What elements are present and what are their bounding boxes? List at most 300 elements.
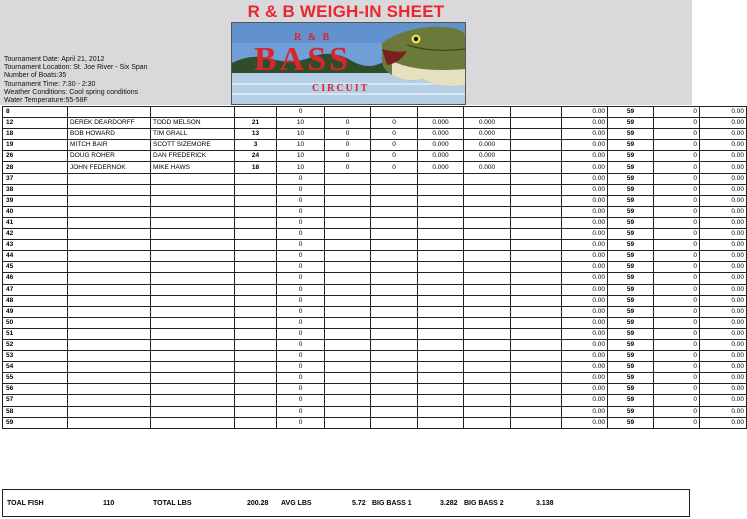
fish-count: 10 — [277, 118, 325, 129]
big-bass-1-label: BIG BASS 1 — [372, 500, 412, 507]
cell-col10 — [511, 184, 562, 195]
entry-number — [235, 173, 277, 184]
cell-col13: 0 — [654, 184, 700, 195]
table-row — [3, 328, 747, 339]
cell-col11: 0.00 — [562, 362, 608, 373]
cell-col8 — [418, 195, 464, 206]
cell-col14: 0.00 — [700, 273, 747, 284]
cell-col9: 0.000 — [464, 151, 511, 162]
cell-col6 — [325, 229, 371, 240]
angler-1 — [68, 384, 151, 395]
cell-col6 — [325, 317, 371, 328]
cell-col8 — [418, 173, 464, 184]
cell-col10 — [511, 317, 562, 328]
fish-count: 0 — [277, 362, 325, 373]
cell-col11: 0.00 — [562, 384, 608, 395]
entry-number: 24 — [235, 151, 277, 162]
fish-count: 0 — [277, 229, 325, 240]
cell-col13: 0 — [654, 317, 700, 328]
entry-number: 18 — [235, 162, 277, 173]
cell-col10 — [511, 373, 562, 384]
entry-number — [235, 328, 277, 339]
cell-col8: 0.000 — [418, 140, 464, 151]
big-bass-2-value: 3.138 — [536, 500, 554, 507]
boat-number: 54 — [3, 362, 68, 373]
cell-col9 — [464, 173, 511, 184]
cell-col7 — [371, 107, 418, 118]
cell-col9 — [464, 107, 511, 118]
cell-col14: 0.00 — [700, 339, 747, 350]
points: 59 — [608, 173, 654, 184]
cell-col10 — [511, 140, 562, 151]
cell-col8 — [418, 351, 464, 362]
table-row — [3, 229, 747, 240]
boat-number: 47 — [3, 284, 68, 295]
angler-1 — [68, 184, 151, 195]
cell-col14: 0.00 — [700, 118, 747, 129]
cell-col8 — [418, 328, 464, 339]
cell-col10 — [511, 195, 562, 206]
tournament-date: Tournament Date: April 21, 2012 — [4, 56, 105, 63]
fish-count: 10 — [277, 140, 325, 151]
cell-col9 — [464, 251, 511, 262]
entry-number — [235, 351, 277, 362]
fish-count: 0 — [277, 206, 325, 217]
angler-2 — [151, 295, 235, 306]
cell-col7: 0 — [371, 162, 418, 173]
angler-1: DEREK DEARDORFF — [68, 118, 151, 129]
fish-count: 0 — [277, 251, 325, 262]
weigh-in-rows — [3, 107, 747, 429]
cell-col7 — [371, 339, 418, 350]
cell-col7: 0 — [371, 129, 418, 140]
cell-col7 — [371, 395, 418, 406]
cell-col13: 0 — [654, 295, 700, 306]
points: 59 — [608, 373, 654, 384]
boat-number: 49 — [3, 306, 68, 317]
cell-col10 — [511, 217, 562, 228]
points: 59 — [608, 395, 654, 406]
angler-1 — [68, 107, 151, 118]
table-row — [3, 262, 747, 273]
angler-1 — [68, 373, 151, 384]
points: 59 — [608, 240, 654, 251]
cell-col9 — [464, 395, 511, 406]
cell-col14: 0.00 — [700, 184, 747, 195]
cell-col7 — [371, 417, 418, 428]
angler-2: MIKE HAWS — [151, 162, 235, 173]
cell-col14: 0.00 — [700, 384, 747, 395]
table-row — [3, 362, 747, 373]
angler-2 — [151, 173, 235, 184]
entry-number — [235, 384, 277, 395]
cell-col6 — [325, 306, 371, 317]
cell-col13: 0 — [654, 328, 700, 339]
entry-number — [235, 406, 277, 417]
table-row — [3, 107, 747, 118]
points: 59 — [608, 129, 654, 140]
cell-col6: 0 — [325, 162, 371, 173]
cell-col11: 0.00 — [562, 240, 608, 251]
cell-col10 — [511, 107, 562, 118]
cell-col7 — [371, 328, 418, 339]
cell-col8 — [418, 417, 464, 428]
entry-number — [235, 229, 277, 240]
fish-count: 0 — [277, 284, 325, 295]
cell-col14: 0.00 — [700, 229, 747, 240]
cell-col11: 0.00 — [562, 140, 608, 151]
entry-number — [235, 295, 277, 306]
table-row — [3, 140, 747, 151]
table-row — [3, 273, 747, 284]
entry-number — [235, 417, 277, 428]
angler-1: MITCH BAIR — [68, 140, 151, 151]
cell-col11: 0.00 — [562, 339, 608, 350]
total-lbs-label: TOTAL LBS — [153, 500, 192, 507]
cell-col13: 0 — [654, 362, 700, 373]
entry-number — [235, 317, 277, 328]
boat-number: 28 — [3, 162, 68, 173]
angler-2 — [151, 184, 235, 195]
cell-col14: 0.00 — [700, 217, 747, 228]
boat-number: 40 — [3, 206, 68, 217]
cell-col9: 0.000 — [464, 118, 511, 129]
cell-col13: 0 — [654, 251, 700, 262]
entry-number: 21 — [235, 118, 277, 129]
cell-col10 — [511, 206, 562, 217]
entry-number — [235, 273, 277, 284]
cell-col10 — [511, 351, 562, 362]
angler-2: TODD MELSON — [151, 118, 235, 129]
fish-count: 0 — [277, 107, 325, 118]
table-row — [3, 417, 747, 428]
cell-col14: 0.00 — [700, 317, 747, 328]
cell-col11: 0.00 — [562, 107, 608, 118]
boat-number: 58 — [3, 406, 68, 417]
angler-2: SCOTT SIZEMORE — [151, 140, 235, 151]
angler-2 — [151, 195, 235, 206]
points: 59 — [608, 162, 654, 173]
table-row — [3, 184, 747, 195]
angler-2 — [151, 373, 235, 384]
cell-col8 — [418, 284, 464, 295]
boat-number: 50 — [3, 317, 68, 328]
cell-col7 — [371, 273, 418, 284]
cell-col13: 0 — [654, 395, 700, 406]
angler-2 — [151, 417, 235, 428]
cell-col9 — [464, 351, 511, 362]
cell-col8 — [418, 206, 464, 217]
cell-col10 — [511, 229, 562, 240]
table-row — [3, 251, 747, 262]
cell-col6 — [325, 351, 371, 362]
angler-1 — [68, 306, 151, 317]
cell-col9 — [464, 229, 511, 240]
boat-number: 56 — [3, 384, 68, 395]
cell-col9 — [464, 328, 511, 339]
cell-col10 — [511, 328, 562, 339]
boat-number: 51 — [3, 328, 68, 339]
cell-col13: 0 — [654, 206, 700, 217]
boat-number: 12 — [3, 118, 68, 129]
entry-number — [235, 251, 277, 262]
cell-col7 — [371, 173, 418, 184]
entry-number — [235, 306, 277, 317]
logo-top-text: R & B — [294, 32, 332, 43]
angler-2 — [151, 351, 235, 362]
cell-col10 — [511, 384, 562, 395]
cell-col10 — [511, 251, 562, 262]
cell-col9 — [464, 362, 511, 373]
cell-col14: 0.00 — [700, 295, 747, 306]
boat-number: 26 — [3, 151, 68, 162]
table-row — [3, 284, 747, 295]
big-bass-1-value: 3.282 — [440, 500, 458, 507]
cell-col13: 0 — [654, 195, 700, 206]
angler-2 — [151, 206, 235, 217]
cell-col8 — [418, 217, 464, 228]
total-fish-label: TOAL FISH — [7, 500, 44, 507]
entry-number — [235, 195, 277, 206]
cell-col14: 0.00 — [700, 373, 747, 384]
cell-col6: 0 — [325, 151, 371, 162]
cell-col14: 0.00 — [700, 162, 747, 173]
fish-count: 10 — [277, 162, 325, 173]
points: 59 — [608, 351, 654, 362]
cell-col13: 0 — [654, 162, 700, 173]
cell-col13: 0 — [654, 151, 700, 162]
cell-col8 — [418, 373, 464, 384]
angler-2 — [151, 306, 235, 317]
fish-count: 0 — [277, 184, 325, 195]
cell-col14: 0.00 — [700, 351, 747, 362]
cell-col7 — [371, 195, 418, 206]
entry-number — [235, 262, 277, 273]
points: 59 — [608, 306, 654, 317]
cell-col11: 0.00 — [562, 317, 608, 328]
boat-number: 42 — [3, 229, 68, 240]
angler-1 — [68, 362, 151, 373]
cell-col11: 0.00 — [562, 284, 608, 295]
cell-col13: 0 — [654, 140, 700, 151]
angler-2: DAN FREDERICK — [151, 151, 235, 162]
cell-col8 — [418, 295, 464, 306]
cell-col11: 0.00 — [562, 295, 608, 306]
cell-col11: 0.00 — [562, 118, 608, 129]
boat-number: 45 — [3, 262, 68, 273]
cell-col9 — [464, 384, 511, 395]
cell-col9: 0.000 — [464, 140, 511, 151]
entry-number — [235, 395, 277, 406]
cell-col14: 0.00 — [700, 107, 747, 118]
cell-col11: 0.00 — [562, 417, 608, 428]
angler-1 — [68, 284, 151, 295]
angler-2 — [151, 317, 235, 328]
cell-col6 — [325, 284, 371, 295]
cell-col14: 0.00 — [700, 173, 747, 184]
cell-col9 — [464, 306, 511, 317]
cell-col6 — [325, 328, 371, 339]
cell-col6 — [325, 262, 371, 273]
cell-col9 — [464, 262, 511, 273]
points: 59 — [608, 362, 654, 373]
fish-count: 0 — [277, 217, 325, 228]
cell-col7 — [371, 317, 418, 328]
points: 59 — [608, 317, 654, 328]
cell-col13: 0 — [654, 229, 700, 240]
entry-number — [235, 206, 277, 217]
angler-1: BOB HOWARD — [68, 129, 151, 140]
cell-col13: 0 — [654, 262, 700, 273]
cell-col10 — [511, 395, 562, 406]
cell-col6 — [325, 273, 371, 284]
cell-col11: 0.00 — [562, 373, 608, 384]
angler-2 — [151, 107, 235, 118]
angler-2 — [151, 240, 235, 251]
cell-col6 — [325, 240, 371, 251]
points: 59 — [608, 417, 654, 428]
cell-col9 — [464, 373, 511, 384]
angler-2: TIM GRALL — [151, 129, 235, 140]
points: 59 — [608, 229, 654, 240]
cell-col6 — [325, 184, 371, 195]
entry-number — [235, 339, 277, 350]
fish-count: 0 — [277, 406, 325, 417]
entry-number — [235, 362, 277, 373]
cell-col6 — [325, 295, 371, 306]
cell-col14: 0.00 — [700, 195, 747, 206]
cell-col6 — [325, 107, 371, 118]
cell-col9 — [464, 240, 511, 251]
cell-col8 — [418, 384, 464, 395]
number-of-boats: Number of Boats:35 — [4, 72, 67, 80]
table-row — [3, 295, 747, 306]
boat-number: 43 — [3, 240, 68, 251]
cell-col10 — [511, 173, 562, 184]
angler-1 — [68, 217, 151, 228]
entry-number — [235, 217, 277, 228]
angler-1 — [68, 173, 151, 184]
cell-col11: 0.00 — [562, 395, 608, 406]
entry-number — [235, 284, 277, 295]
entry-number — [235, 240, 277, 251]
points: 59 — [608, 151, 654, 162]
cell-col8: 0.000 — [418, 129, 464, 140]
cell-col11: 0.00 — [562, 184, 608, 195]
cell-col14: 0.00 — [700, 284, 747, 295]
angler-2 — [151, 328, 235, 339]
cell-col10 — [511, 162, 562, 173]
cell-col14: 0.00 — [700, 206, 747, 217]
angler-2 — [151, 217, 235, 228]
angler-2 — [151, 251, 235, 262]
cell-col11: 0.00 — [562, 151, 608, 162]
cell-col8 — [418, 362, 464, 373]
fish-count: 0 — [277, 339, 325, 350]
points: 59 — [608, 328, 654, 339]
table-row — [3, 129, 747, 140]
cell-col6 — [325, 206, 371, 217]
cell-col8 — [418, 240, 464, 251]
cell-col7 — [371, 229, 418, 240]
cell-col10 — [511, 129, 562, 140]
cell-col7 — [371, 217, 418, 228]
angler-1 — [68, 273, 151, 284]
cell-col8 — [418, 107, 464, 118]
avg-lbs-label: AVG LBS — [281, 500, 312, 507]
cell-col9 — [464, 206, 511, 217]
cell-col6 — [325, 373, 371, 384]
cell-col9 — [464, 195, 511, 206]
cell-col10 — [511, 262, 562, 273]
angler-1 — [68, 262, 151, 273]
cell-col11: 0.00 — [562, 229, 608, 240]
cell-col7 — [371, 295, 418, 306]
cell-col13: 0 — [654, 173, 700, 184]
angler-2 — [151, 273, 235, 284]
fish-count: 0 — [277, 273, 325, 284]
cell-col9 — [464, 217, 511, 228]
cell-col11: 0.00 — [562, 273, 608, 284]
table-row — [3, 317, 747, 328]
cell-col14: 0.00 — [700, 251, 747, 262]
fish-count: 0 — [277, 295, 325, 306]
sheet-title: R & B WEIGH-IN SHEET — [247, 2, 445, 21]
cell-col14: 0.00 — [700, 240, 747, 251]
points: 59 — [608, 339, 654, 350]
points: 59 — [608, 195, 654, 206]
cell-col11: 0.00 — [562, 306, 608, 317]
angler-2 — [151, 384, 235, 395]
table-row — [3, 351, 747, 362]
cell-col14: 0.00 — [700, 395, 747, 406]
cell-col7 — [371, 262, 418, 273]
points: 59 — [608, 107, 654, 118]
cell-col7 — [371, 384, 418, 395]
cell-col13: 0 — [654, 306, 700, 317]
cell-col8 — [418, 317, 464, 328]
table-row — [3, 173, 747, 184]
points: 59 — [608, 206, 654, 217]
fish-count: 0 — [277, 417, 325, 428]
cell-col13: 0 — [654, 107, 700, 118]
entry-number: 3 — [235, 140, 277, 151]
points: 59 — [608, 262, 654, 273]
angler-1 — [68, 229, 151, 240]
cell-col6: 0 — [325, 118, 371, 129]
table-row — [3, 217, 747, 228]
sheet-header — [0, 0, 692, 105]
tournament-time: Tournament Time: 7:30 - 2:30 — [4, 80, 96, 88]
cell-col10 — [511, 118, 562, 129]
angler-1 — [68, 328, 151, 339]
cell-col11: 0.00 — [562, 406, 608, 417]
boat-number: 19 — [3, 140, 68, 151]
cell-col8: 0.000 — [418, 118, 464, 129]
boat-number: 59 — [3, 417, 68, 428]
angler-2 — [151, 229, 235, 240]
cell-col7: 0 — [371, 140, 418, 151]
boat-number: 46 — [3, 273, 68, 284]
cell-col11: 0.00 — [562, 328, 608, 339]
cell-col14: 0.00 — [700, 306, 747, 317]
cell-col7 — [371, 251, 418, 262]
fish-count: 0 — [277, 373, 325, 384]
table-row — [3, 306, 747, 317]
cell-col7 — [371, 306, 418, 317]
boat-number: 53 — [3, 351, 68, 362]
cell-col13: 0 — [654, 118, 700, 129]
